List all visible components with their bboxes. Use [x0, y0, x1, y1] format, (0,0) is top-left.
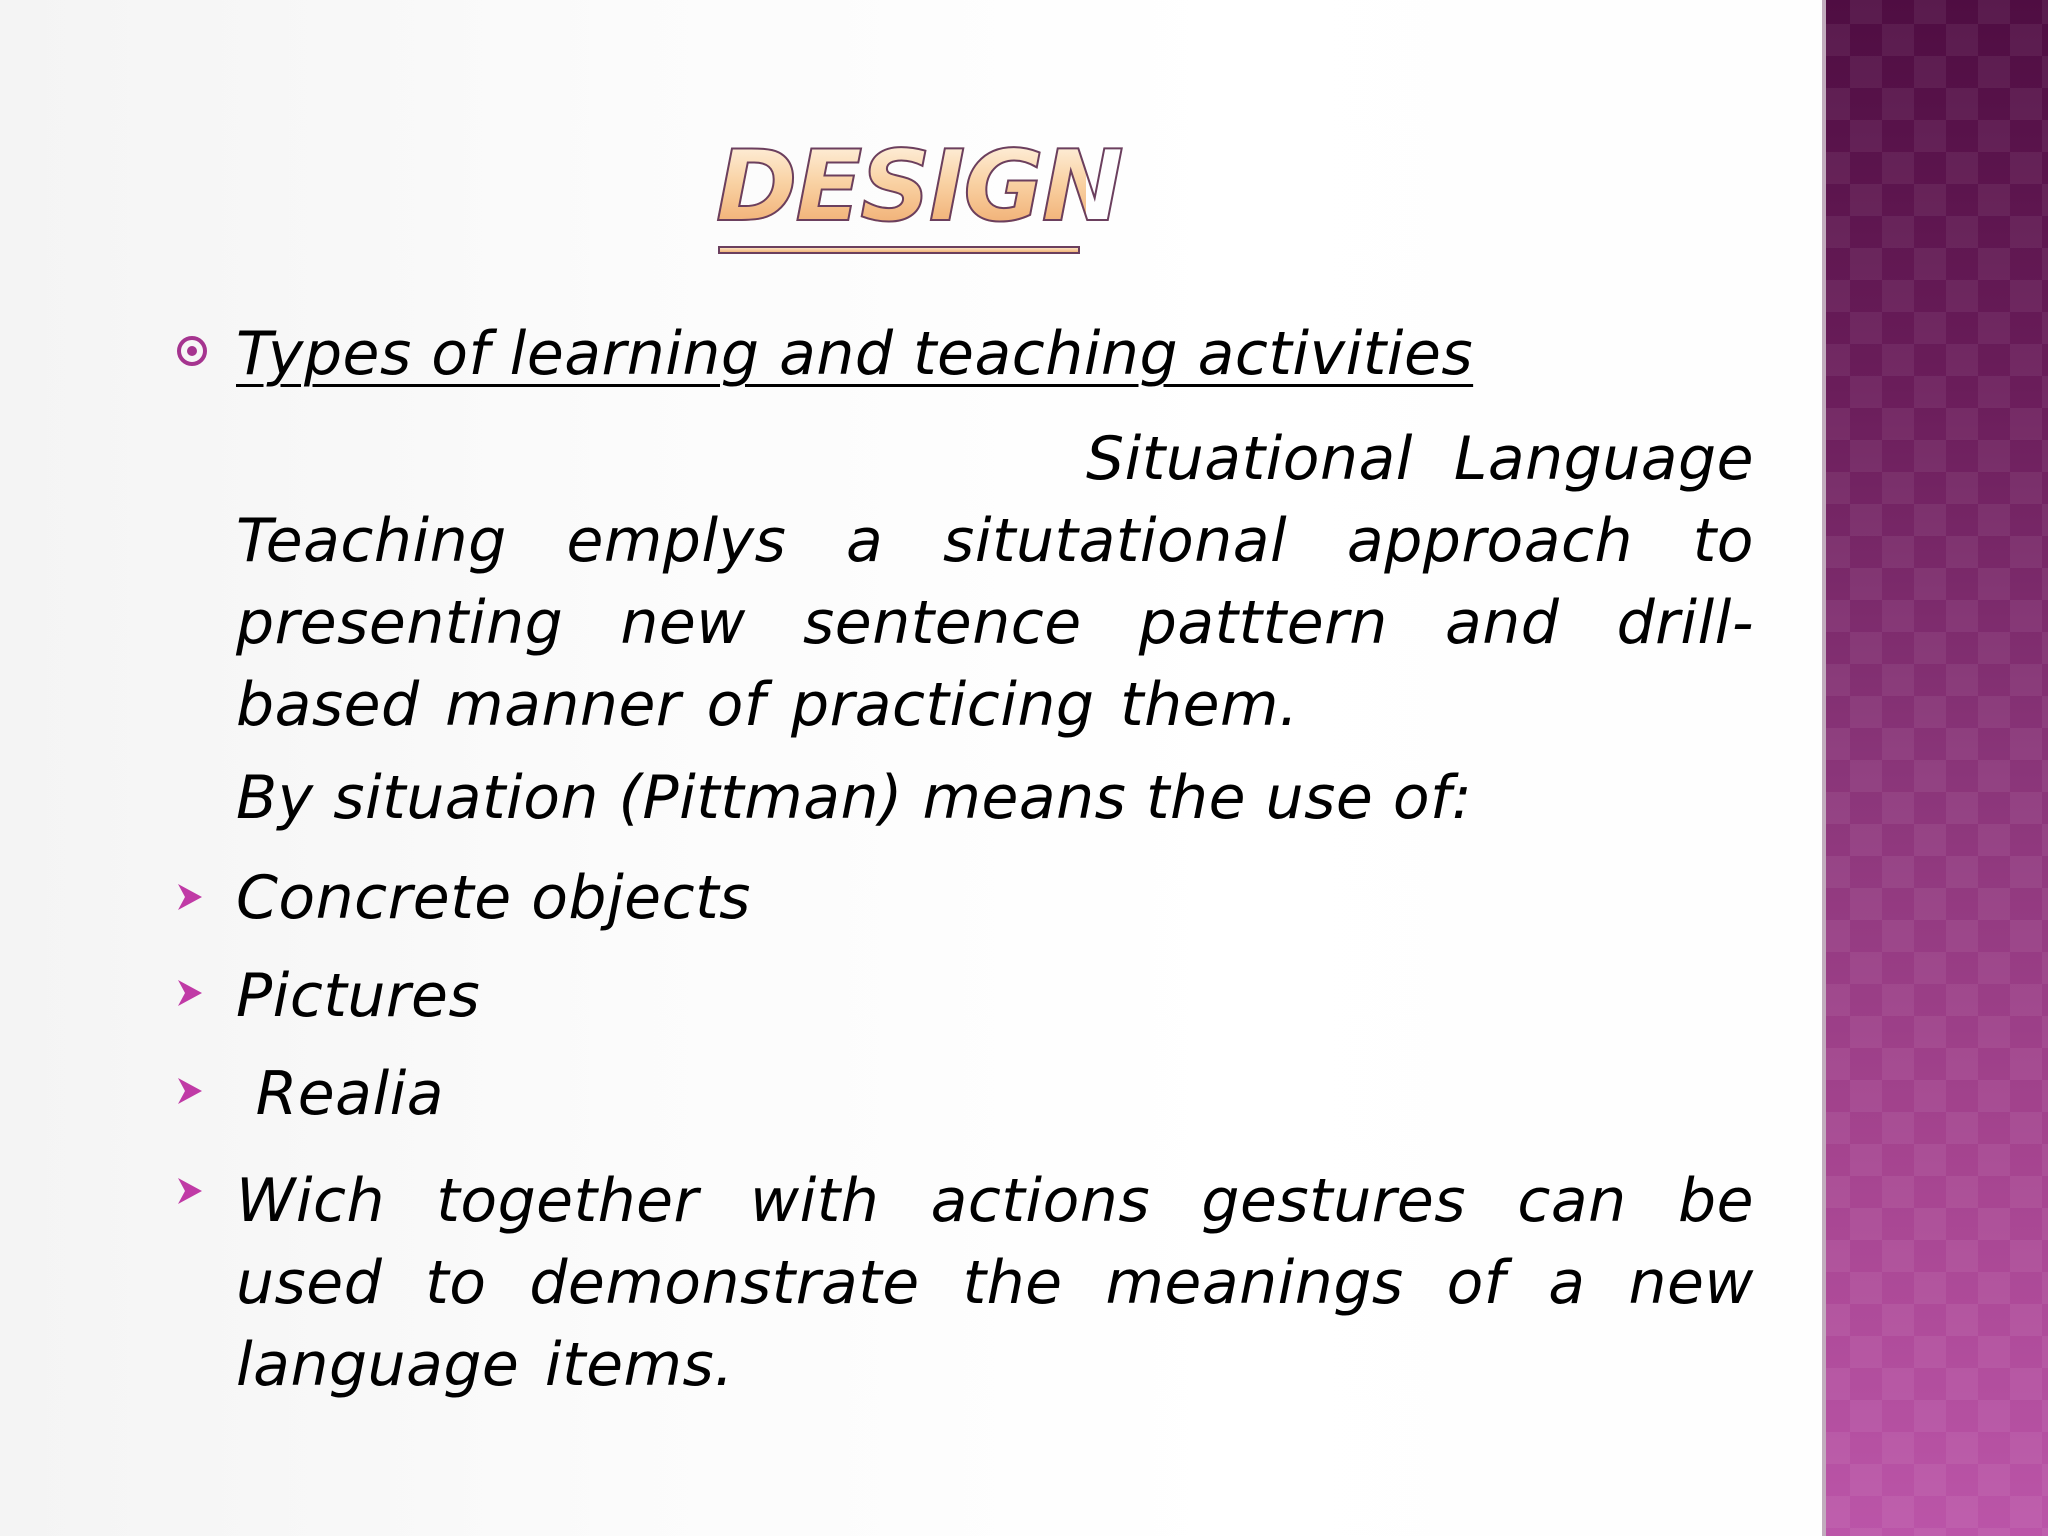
- arrow-bullet-icon: [176, 882, 210, 916]
- body-paragraph: Situational Language Teaching emplys a situtational approach to presenting new sentence patttern and drill-based manner of practicing them.: [236, 424, 1754, 740]
- section-heading: Types of learning and teaching activities: [236, 319, 1474, 389]
- diamond-pattern: [1826, 0, 2048, 1536]
- arrow-bullet-icon: [176, 978, 210, 1012]
- list-intro: By situation (Pittman) means the use of:: [236, 763, 1473, 833]
- list-item: Pictures: [236, 961, 481, 1031]
- list-item: Realia: [236, 1059, 445, 1129]
- circle-bullet-icon: [177, 336, 207, 366]
- list-item: Concrete objects: [236, 863, 751, 933]
- list-item: Wich together with actions gestures can be used to demonstrate the meanings of a new language items.: [236, 1166, 1754, 1400]
- decorative-side-panel: [1826, 0, 2048, 1536]
- arrow-bullet-icon: [176, 1076, 210, 1110]
- slide-title: DESIGN: [716, 130, 1122, 244]
- arrow-bullet-icon: [176, 1176, 210, 1210]
